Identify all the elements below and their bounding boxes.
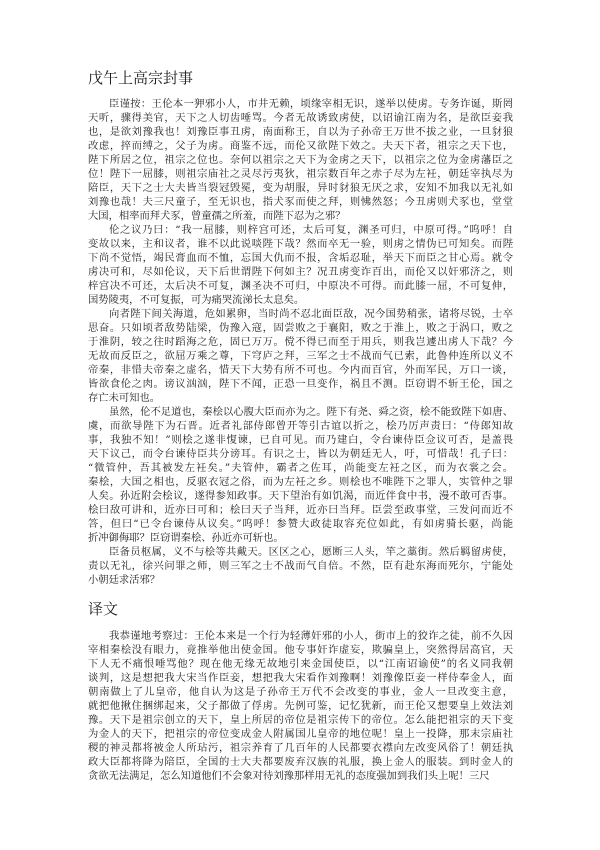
text-line: 改虑，捽而缚之，父子为虏。商鉴不远，而伦又欲陛下效之。夫天下者，祖宗之天下也，	[88, 140, 513, 152]
text-line: 刘豫也哉！夫三尺童子，至无识也，指犬豕而使之拜，则怫然怒；今丑虏则犬豕也，堂堂	[88, 196, 513, 208]
text-line: 朝南做上了儿皇帝，他自认为这是子孙帝王万代不会改变的事业，金人一旦改变主意，	[88, 686, 513, 698]
text-line: 臣备员枢属，义不与桧等共戴天。区区之心，愿断三人头，竿之藁街。然后羁留虏使，	[109, 546, 513, 558]
text-line: 稷的神灵都将被金人所玷污，祖宗养育了几百年的人民都要衣襟向左改变风俗了！朝廷执	[88, 742, 513, 754]
text-line: 梓宫决不可还，太后决不可复，渊圣决不可归，中原决不可得。而此膝一屈，不可复伸，	[88, 280, 513, 292]
text-line: 思奋。只如顷者敌势陆梁，伪豫入寇，固尝败之于襄阳，败之于淮上，败之于涡口，败之	[88, 322, 513, 334]
text-line: 大国，相率而拜犬豕，曾童孺之所羞，而陛下忍为之邪？	[88, 210, 346, 222]
paragraph	[88, 307, 513, 405]
text-line: 宰相秦桧没有眼力，竟推举他出使金国。他专事奸诈虚妄，欺骗皇上，突然得居高官，天	[88, 644, 513, 656]
paragraph	[88, 97, 513, 223]
original-text	[88, 97, 513, 587]
text-line: 我恭谨地考察过：王伦本来是一个行为轻薄奸邪的小人，街市上的狡诈之徒，前不久因	[109, 630, 513, 642]
text-line: 豫。天下是祖宗创立的天下，皇上所居的帝位是祖宗传下的帝位。怎么能把祖宗的天下变	[88, 714, 513, 726]
text-line: 人矣。孙近附会桧议，遂得参知政事。天下望治有如饥渴，而近伴食中书，漫不敢可否事。	[88, 490, 513, 502]
text-line: “微管仲，吾其被发左衽矣。”夫管仲，霸者之佐耳，尚能变左衽之区，而为衣裳之会。	[88, 462, 513, 474]
document-title: 戊午上高宗封事	[88, 69, 194, 87]
paragraph	[88, 405, 513, 545]
text-line: 责以无礼，徐兴问罪之师，则三军之士不战而气自倍。不然，臣有赴东海而死尔，宁能处	[88, 560, 513, 572]
text-line: 也，是欲刘豫我也！刘豫臣事丑虏，南面称王，自以为子孙帝王万世不拔之业，一旦豺狼	[88, 126, 513, 138]
paragraph	[88, 545, 513, 587]
paragraph	[88, 629, 513, 783]
text-line: 折冲御侮耶？臣窃谓秦桧、孙近亦可斩也。	[88, 532, 284, 544]
text-line: 小朝廷求活邪？	[88, 574, 161, 586]
text-line: 虽然，伦不足道也，秦桧以心腹大臣而亦为之。陛下有尧、舜之资，桧不能致陛下如唐、	[109, 406, 513, 418]
text-line: 为金人的天下，把祖宗的帝位变成金人附属国儿皇帝的地位呢！皇上一投降，那末宗庙社	[88, 728, 513, 740]
text-line: 事，我独不知！”则桧之遂非愎谏，已自可见。而乃建白，令台谏侍臣佥议可否，是盖畏	[88, 434, 513, 446]
text-line: 帝秦，非惜夫帝秦之虚名，惜天下大势有所不可也。今内而百官，外而军民，万口一谈，	[88, 364, 513, 376]
text-line: 虏决可和，尽如伦议，天下后世谓陛下何如主？况丑虏变诈百出，而伦又以奸邪济之，则	[88, 266, 513, 278]
translation-heading: 译文	[88, 600, 119, 618]
text-line: 存亡未可知也。	[88, 392, 161, 404]
text-line: 天下议己，而令台谏侍臣共分谤耳。有识之士，皆以为朝廷无人，吁，可惜哉！孔子曰：	[88, 448, 513, 460]
text-line: 变故以来，主和议者，谁不以此说啖陛下哉？然而卒无一验，则虏之情伪已可知矣。而陛	[88, 238, 513, 250]
text-line: 秦桧，大国之相也，反驱衣冠之俗，而为左衽之乡。则桧也不唯陛下之罪人，实管仲之罪	[88, 476, 513, 488]
text-line: 下尚不觉悟，竭民膏血而不恤，忘国大仇而不报，含垢忍耻，举天下而臣之甘心焉。就令	[88, 252, 513, 264]
text-line: 答，但曰“已令台谏侍从议矣。”呜呼！参赞大政徒取容充位如此，有如虏骑长驱，尚能	[88, 518, 513, 530]
text-line: 伦之议乃曰：“我一屈膝，则梓宫可还，太后可复，渊圣可归，中原可得。”呜呼！自	[109, 224, 513, 236]
text-line: 国势陵夷，不可复振，可为痛哭流涕长太息矣。	[88, 294, 305, 306]
text-line: 天听，骤得美官，天下之人切齿唾骂。今者无故诱致虏使，以诏谕江南为名，是欲臣妾我	[88, 112, 513, 124]
text-line: 贪欲无法满足，怎么知道他们不会象对待刘豫那样用无礼的态度强加到我们头上呢！三尺	[88, 770, 490, 782]
text-line: 无故而反臣之，欲屈万乘之尊，下穹庐之拜，三军之士不战而气已索，此鲁仲连所以义不	[88, 350, 513, 362]
text-line: 就把他揪住捆绑起来，父子都做了俘虏。先例可鉴，记忆犹新，而王伦又想要皇上效法刘	[88, 700, 513, 712]
text-line: 臣谨按：王伦本一狎邪小人，市井无赖，顷缘宰相无识，遂举以使虏。专务诈诞，斯罔	[109, 98, 513, 110]
paragraph	[88, 223, 513, 307]
text-line: 陛下所居之位，祖宗之位也。奈何以祖宗之天下为金虏之天下，以祖宗之位为金虏藩臣之	[88, 154, 513, 166]
text-line: 虞，而欲导陛下为石晋。近者礼部侍郎曾开等引古谊以折之，桧乃厉声责曰：“侍郎知故	[88, 420, 513, 432]
text-line: 向者陛下间关海道，危如累卵，当时尚不忍北面臣敌，况今国势稍张，诸将尽锐，士卒	[109, 308, 513, 320]
translation-text	[88, 629, 513, 783]
text-line: 下人无不痛恨唾骂他？现在他无缘无故地引来金国使臣，以“江南诏谕使”的名义同我朝	[88, 658, 513, 670]
text-line: 陪臣，天下之士大夫皆当裂冠毁冕，变为胡服，异时豺狼无厌之求，安知不加我以无礼如	[88, 182, 513, 194]
text-line: 位！陛下一屈膝，则祖宗庙社之灵尽污夷狄，祖宗数百年之赤子尽为左衽，朝廷宰执尽为	[88, 168, 513, 180]
text-line: 桧曰敌可讲和，近亦曰可和；桧曰天子当拜，近亦曰当拜。臣尝至政事堂，三发问而近不	[88, 504, 513, 516]
text-line: 谈判，这是想把我大宋当作臣妾，想把我大宋看作刘豫啊！刘豫像臣妾一样侍奉金人，面	[88, 672, 513, 684]
text-line: 政大臣都将降为陪臣，全国的士大夫都要废弃汉族的礼服，换上金人的服装。到时金人的	[88, 756, 513, 768]
text-line: 皆欲食伦之肉。谤议汹汹，陛下不闻，正恐一旦变作，祸且不测。臣窃谓不斩王伦，国之	[88, 378, 513, 390]
text-line: 于淮阴，较之往时蹈海之危，固已万万。傥不得已而至于用兵，则我岂遽出虏人下哉？今	[88, 336, 513, 348]
